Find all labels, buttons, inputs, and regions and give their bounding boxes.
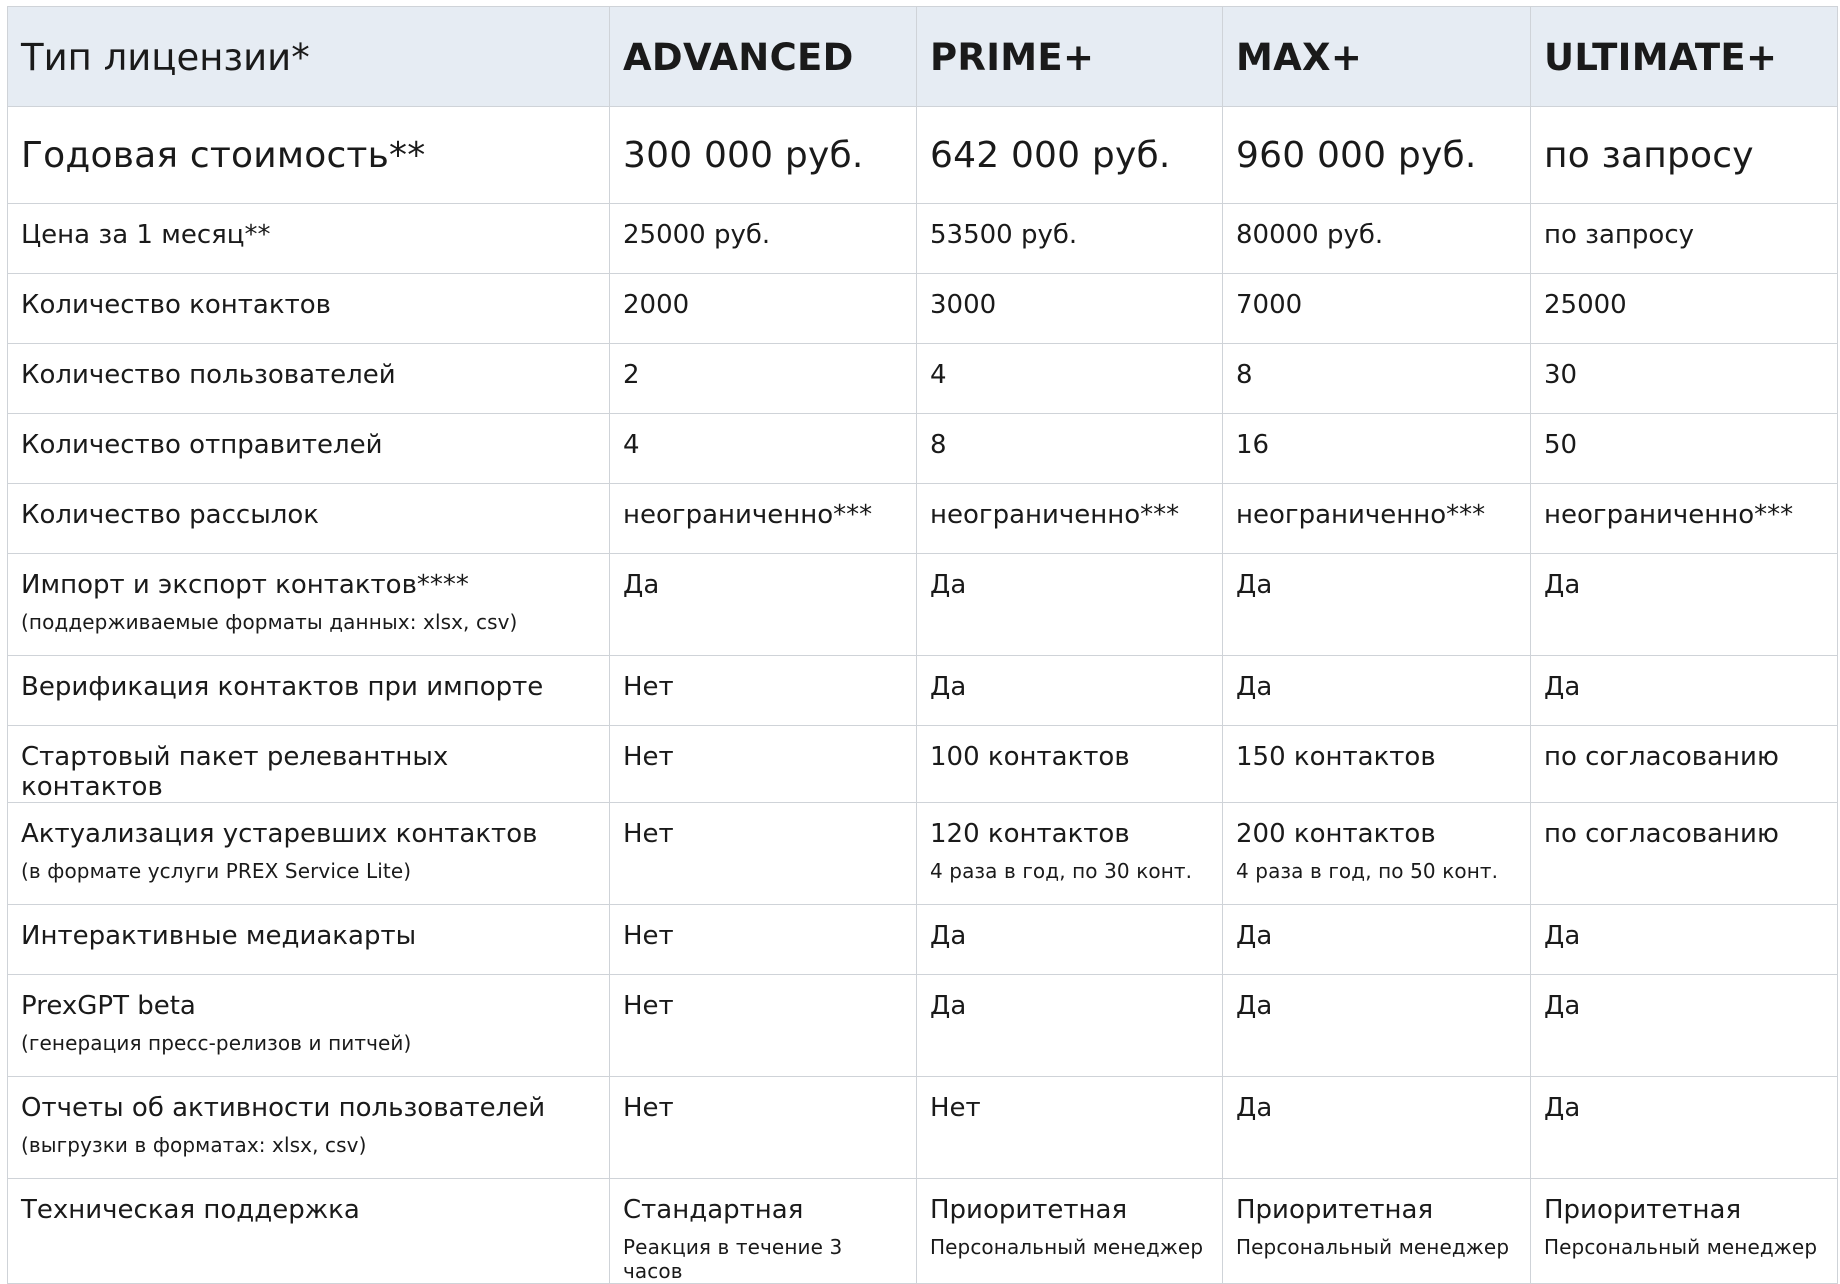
row-label-cell: [8, 975, 610, 1077]
cell-value: Да: [930, 991, 967, 1021]
header-label: Тип лицензии*: [8, 7, 610, 107]
table-row: [8, 1179, 1838, 1284]
cell-value: 30: [1544, 360, 1578, 390]
cell-value: Да: [1544, 672, 1581, 702]
cell-value: по согласованию: [1544, 819, 1779, 849]
row-label-cell: [8, 1077, 610, 1179]
table-row: [8, 1077, 1838, 1179]
value-cell: [610, 905, 917, 975]
cell-value: Нет: [623, 1093, 674, 1123]
cell-value: 80000 руб.: [1236, 220, 1384, 250]
row-note: (генерация пресс-релизов и питчей): [21, 1031, 412, 1055]
cell-value: Да: [1544, 991, 1581, 1021]
value-cell: [610, 656, 917, 726]
plan-header-ultimate-plus: ULTIMATE+: [1531, 7, 1838, 107]
cell-note: Персональный менеджер: [930, 1235, 1204, 1259]
cell-value: 7000: [1236, 290, 1303, 320]
price-cell: 300 000 руб.: [610, 107, 917, 204]
table-header-row: [8, 7, 1838, 107]
plan-header-max-plus: MAX+: [1223, 7, 1531, 107]
value-cell: [610, 803, 917, 905]
row-label: Интерактивные медиакарты: [21, 921, 417, 951]
cell-note: Персональный менеджер: [1544, 1235, 1818, 1259]
value-cell: [917, 656, 1223, 726]
cell-value: неограниченно***: [1544, 500, 1794, 530]
cell-value: Да: [1544, 1093, 1581, 1123]
value-cell: [917, 204, 1223, 274]
value-cell: [917, 975, 1223, 1077]
row-label-cell: [8, 656, 610, 726]
value-cell: [610, 975, 917, 1077]
value-cell: [1223, 975, 1531, 1077]
row-note: (поддерживаемые форматы данных: xlsx, csv): [21, 610, 518, 634]
value-cell: [1531, 905, 1838, 975]
cell-value: Да: [1236, 921, 1273, 951]
value-cell: [610, 726, 917, 803]
row-label: Стартовый пакет релевантных контактов: [21, 742, 449, 802]
cell-value: по запросу: [1544, 220, 1695, 250]
value-cell: [917, 803, 1223, 905]
value-cell: [1531, 344, 1838, 414]
value-cell: [1223, 1179, 1531, 1284]
value-cell: [610, 1179, 917, 1284]
value-cell: [1223, 803, 1531, 905]
price-cell: 960 000 руб.: [1223, 107, 1531, 204]
cell-value: Да: [1236, 991, 1273, 1021]
cell-value: Нет: [930, 1093, 981, 1123]
table-row: [8, 554, 1838, 656]
value-cell: [610, 1077, 917, 1179]
cell-value: Нет: [623, 921, 674, 951]
cell-value: Приоритетная: [1236, 1195, 1434, 1225]
row-note: (в формате услуги PREX Service Lite): [21, 859, 412, 883]
cell-value: 53500 руб.: [930, 220, 1078, 250]
cell-value: 4: [623, 430, 640, 460]
table-row: [8, 656, 1838, 726]
value-cell: [1223, 274, 1531, 344]
value-cell: [1531, 656, 1838, 726]
row-label: Количество пользователей: [21, 360, 396, 390]
cell-note: Персональный менеджер: [1236, 1235, 1510, 1259]
value-cell: [1531, 1077, 1838, 1179]
value-cell: [610, 554, 917, 656]
table-row: [8, 975, 1838, 1077]
value-cell: [917, 344, 1223, 414]
cell-value: 4: [930, 360, 947, 390]
table-row: [8, 204, 1838, 274]
value-cell: [1223, 726, 1531, 803]
value-cell: [1531, 414, 1838, 484]
cell-value: Нет: [623, 991, 674, 1021]
cell-value: 16: [1236, 430, 1270, 460]
cell-value: Приоритетная: [930, 1195, 1128, 1225]
cell-value: Приоритетная: [1544, 1195, 1742, 1225]
cell-value: Да: [1236, 570, 1273, 600]
cell-value: 8: [1236, 360, 1253, 390]
table-row: [8, 484, 1838, 554]
cell-note: 4 раза в год, по 30 конт.: [930, 859, 1193, 883]
cell-value: 150 контактов: [1236, 742, 1436, 772]
value-cell: [1223, 1077, 1531, 1179]
cell-value: 25000 руб.: [623, 220, 771, 250]
row-label-cell: [8, 726, 610, 803]
cell-value: Нет: [623, 672, 674, 702]
cell-value: 50: [1544, 430, 1578, 460]
value-cell: [917, 1179, 1223, 1284]
value-cell: [610, 484, 917, 554]
plan-header-prime-plus: PRIME+: [917, 7, 1223, 107]
cell-value: 2000: [623, 290, 690, 320]
row-label-cell: [8, 274, 610, 344]
value-cell: [1531, 274, 1838, 344]
row-label: Годовая стоимость**: [8, 107, 610, 204]
cell-value: Да: [623, 570, 660, 600]
row-label-cell: [8, 803, 610, 905]
table-row: [8, 905, 1838, 975]
cell-note: 4 раза в год, по 50 конт.: [1236, 859, 1499, 883]
cell-value: Да: [1544, 921, 1581, 951]
cell-value: Нет: [623, 819, 674, 849]
value-cell: [1223, 344, 1531, 414]
value-cell: [917, 484, 1223, 554]
value-cell: [1531, 554, 1838, 656]
row-label-cell: [8, 414, 610, 484]
table-row: [8, 803, 1838, 905]
value-cell: [1531, 975, 1838, 1077]
value-cell: [917, 274, 1223, 344]
value-cell: [1223, 414, 1531, 484]
cell-value: 200 контактов: [1236, 819, 1436, 849]
value-cell: [917, 726, 1223, 803]
cell-value: 3000: [930, 290, 997, 320]
cell-value: Да: [1236, 1093, 1273, 1123]
row-label: Отчеты об активности пользователей: [21, 1093, 546, 1123]
price-cell: 642 000 руб.: [917, 107, 1223, 204]
cell-value: 8: [930, 430, 947, 460]
row-note: (выгрузки в форматах: xlsx, csv): [21, 1133, 367, 1157]
value-cell: [1223, 484, 1531, 554]
cell-value: Стандартная: [623, 1195, 804, 1225]
table-row: [8, 274, 1838, 344]
row-label: Количество отправителей: [21, 430, 383, 460]
cell-note: Реакция в течение 3 часов: [623, 1235, 843, 1283]
value-cell: [610, 274, 917, 344]
cell-value: Да: [1236, 672, 1273, 702]
row-label: Количество рассылок: [21, 500, 319, 530]
value-cell: [1223, 204, 1531, 274]
value-cell: [1223, 905, 1531, 975]
row-label: Верификация контактов при импорте: [21, 672, 544, 702]
cell-value: 2: [623, 360, 640, 390]
cell-value: неограниченно***: [1236, 500, 1486, 530]
cell-value: 100 контактов: [930, 742, 1130, 772]
cell-value: неограниченно***: [623, 500, 873, 530]
value-cell: [1531, 204, 1838, 274]
table-body: [8, 107, 1838, 1284]
plan-header-advanced: ADVANCED: [610, 7, 917, 107]
row-label: PrexGPT beta: [21, 991, 196, 1021]
table-row: [8, 344, 1838, 414]
cell-value: 25000: [1544, 290, 1627, 320]
value-cell: [1531, 803, 1838, 905]
value-cell: [1531, 726, 1838, 803]
row-label-cell: [8, 1179, 610, 1284]
cell-value: по согласованию: [1544, 742, 1779, 772]
row-label-cell: [8, 484, 610, 554]
cell-value: Нет: [623, 742, 674, 772]
cell-value: Да: [930, 672, 967, 702]
value-cell: [917, 905, 1223, 975]
cell-value: Да: [930, 921, 967, 951]
cell-value: 120 контактов: [930, 819, 1130, 849]
row-label: Цена за 1 месяц**: [21, 220, 271, 250]
row-label: Импорт и экспорт контактов****: [21, 570, 469, 600]
license-pricing-table: [7, 6, 1838, 1284]
row-label-cell: [8, 344, 610, 414]
price-cell: по запросу: [1531, 107, 1838, 204]
row-label-cell: [8, 204, 610, 274]
value-cell: [917, 1077, 1223, 1179]
value-cell: [917, 554, 1223, 656]
value-cell: [1223, 554, 1531, 656]
row-label: Количество контактов: [21, 290, 331, 320]
cell-value: Да: [1544, 570, 1581, 600]
value-cell: [610, 344, 917, 414]
row-label-cell: [8, 905, 610, 975]
value-cell: [1531, 484, 1838, 554]
row-label: Актуализация устаревших контактов: [21, 819, 538, 849]
cell-value: Да: [930, 570, 967, 600]
value-cell: [1223, 656, 1531, 726]
table-row: [8, 414, 1838, 484]
cell-value: неограниченно***: [930, 500, 1180, 530]
value-cell: [1531, 1179, 1838, 1284]
row-label: Техническая поддержка: [21, 1195, 360, 1225]
annual-price-row: [8, 107, 1838, 204]
table-row: [8, 726, 1838, 803]
value-cell: [917, 414, 1223, 484]
row-label-cell: [8, 554, 610, 656]
value-cell: [610, 414, 917, 484]
value-cell: [610, 204, 917, 274]
